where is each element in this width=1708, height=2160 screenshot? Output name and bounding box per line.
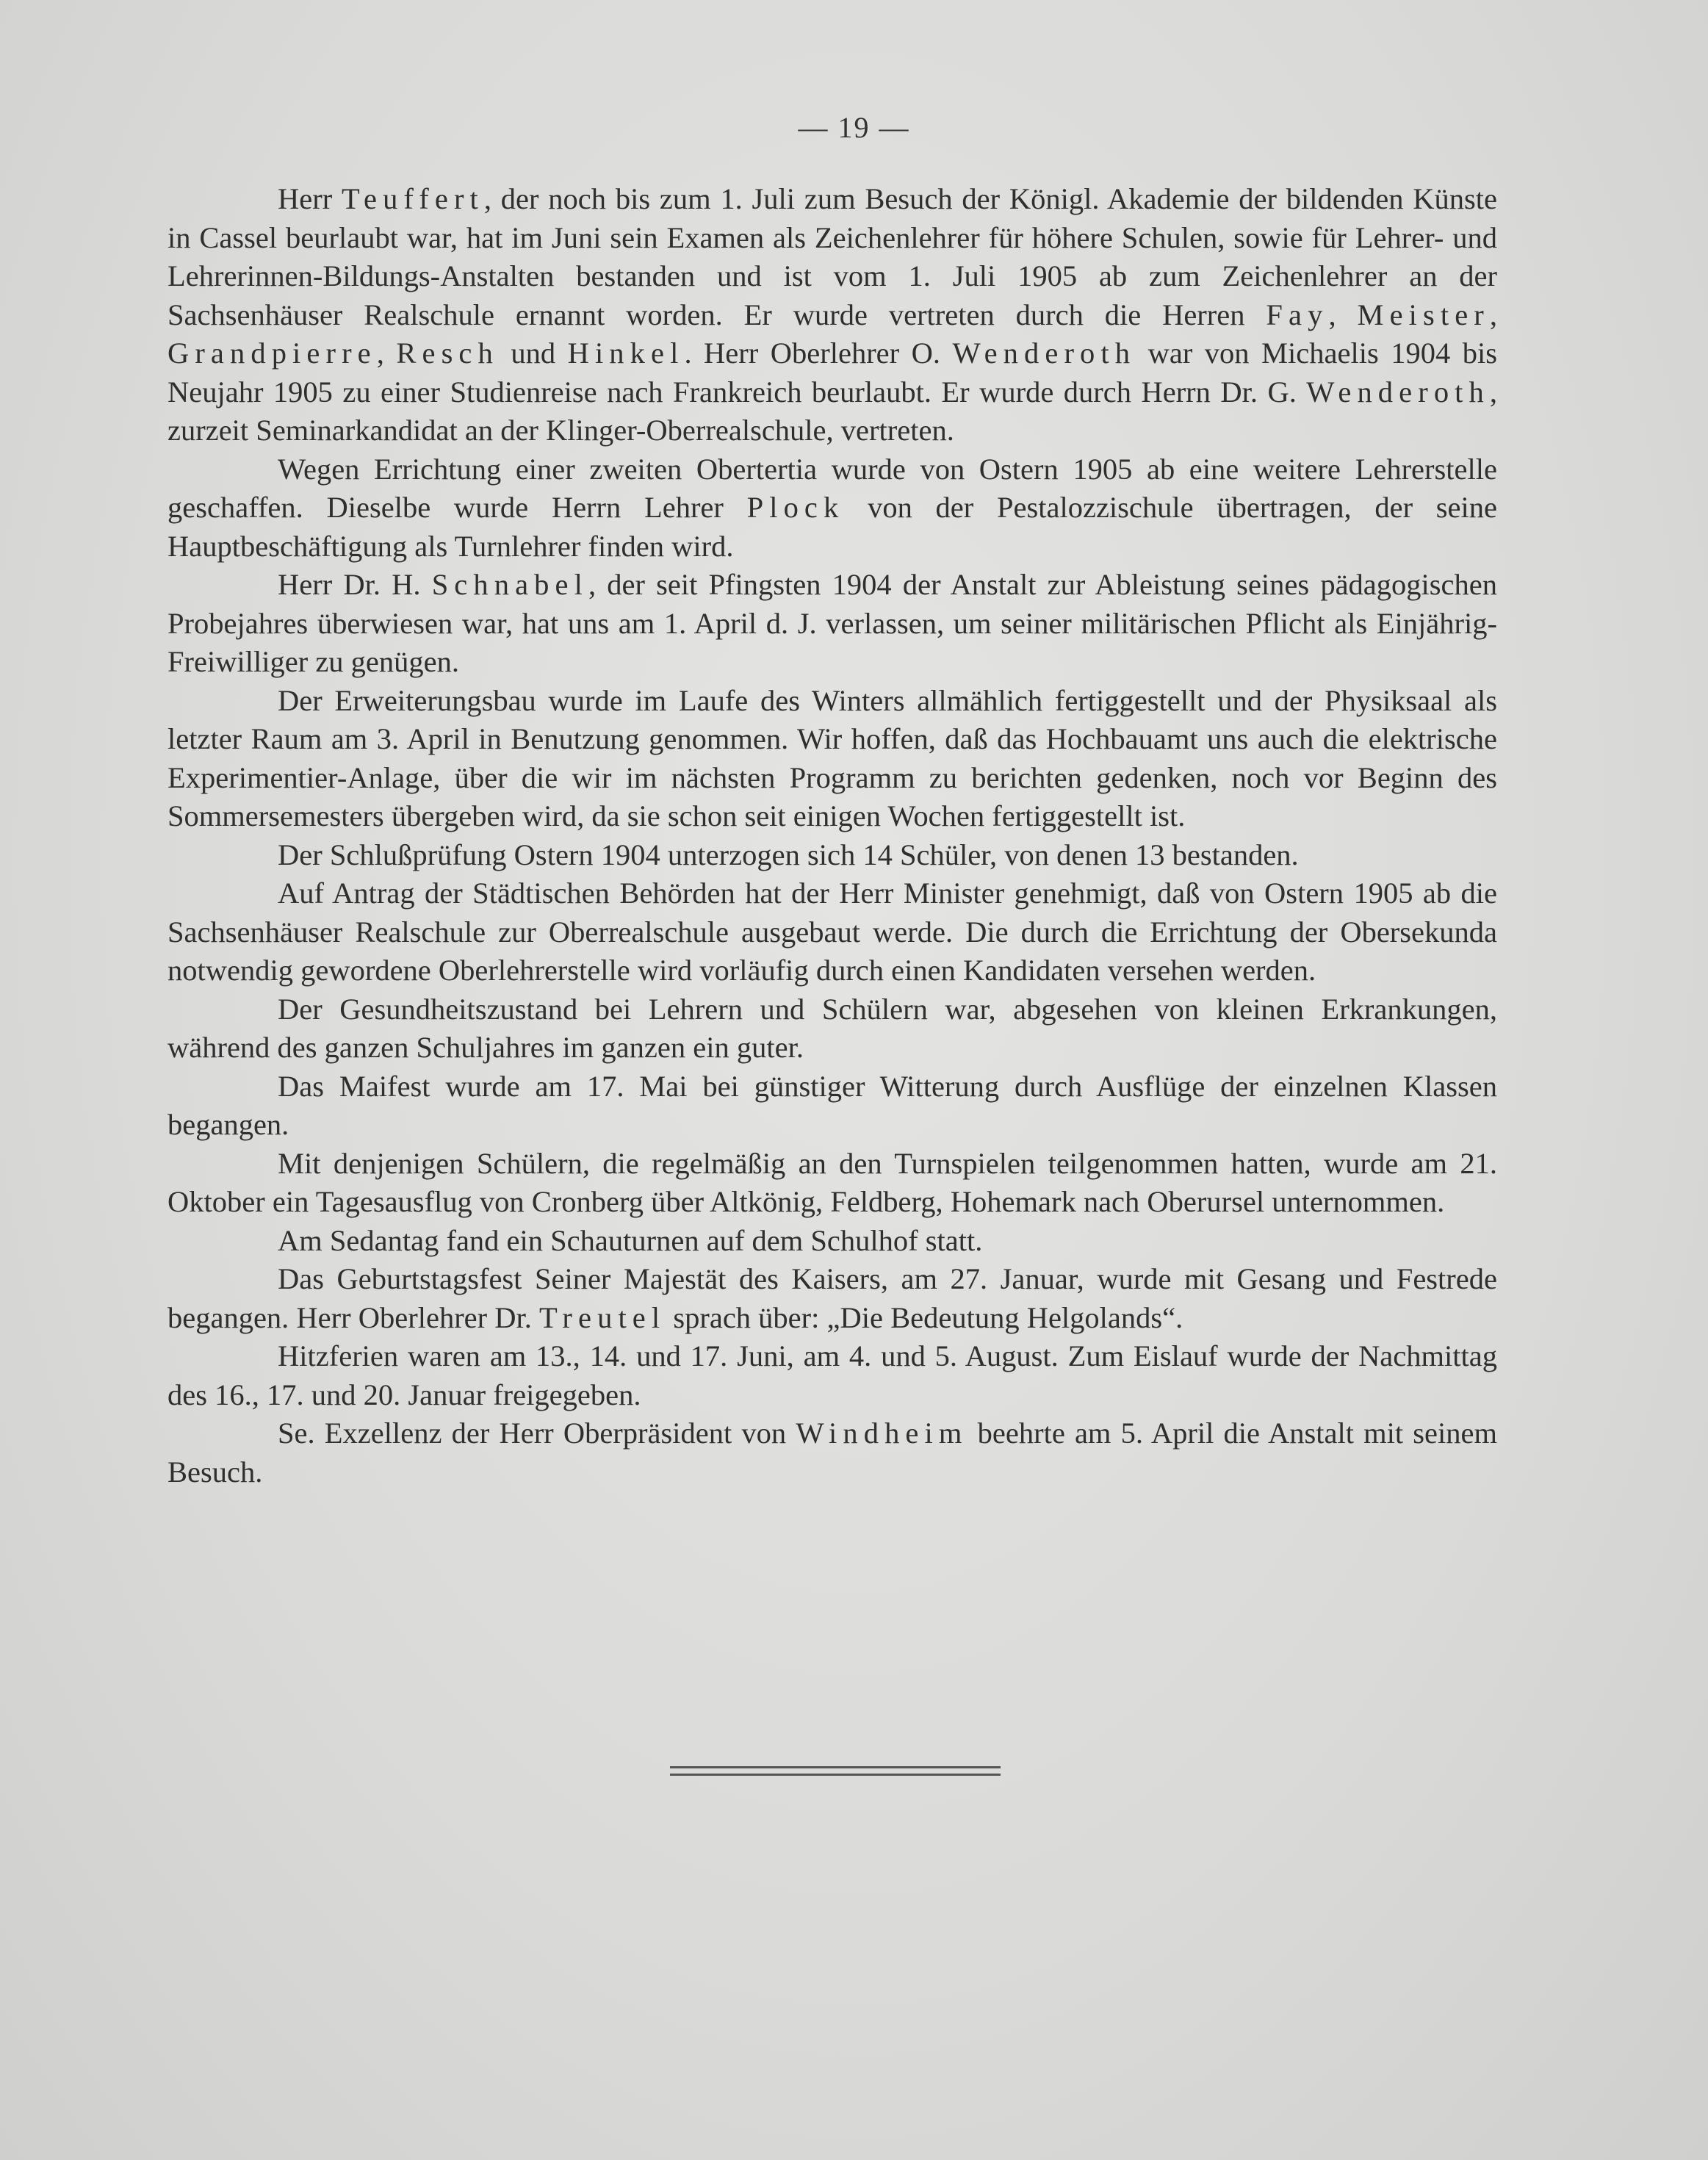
paragraph (167, 836, 1497, 875)
text-run: . Herr Oberlehrer O. (684, 336, 953, 370)
text-run: Herr (278, 182, 342, 215)
paragraph (167, 180, 1497, 450)
closing-rule-bottom (670, 1774, 1001, 1776)
emphasized-name: Treutel (539, 1300, 666, 1334)
text-run: Auf Antrag der Städtischen Behörden hat der Herr Minister genehmigt, daß von Ostern 1905 ab die Sachsenhäuser Realschule zur Oberrealschule ausgebaut werde. Die durch die Errichtung der Obersekunda notwendig gewordene Oberlehrerstelle wird vorläufig durch einen Kandidaten versehen werden. (167, 876, 1497, 987)
text-run: und (498, 336, 568, 370)
text-run: war von Michaelis 1904 bis Neujahr 1905 zu einer Studienreise nach Frankreich beurlaubt. Er wurde durch Herrn Dr. G. (167, 336, 1498, 408)
paragraph (167, 1222, 1497, 1261)
page-number: — 19 — (798, 111, 910, 144)
text-run: Herr Dr. H. (278, 568, 432, 601)
paragraph (167, 1068, 1497, 1145)
text-run: Der Gesundheitszustand bei Lehrern und Schülern war, abgesehen von kleinen Erkrankungen, während des ganzen Schuljahres im ganzen ein guter. (167, 992, 1497, 1064)
text-run: , der seit Pfingsten 1904 der Anstalt zur Ableistung seines pädagogischen Probejahres überwiesen war, hat uns am 1. April d. J. verlassen, um seiner militärischen Pflicht als Einjährig-Freiwilliger zu genügen. (167, 568, 1497, 678)
emphasized-name: Meister (1357, 298, 1490, 331)
paragraph (167, 1337, 1497, 1414)
paragraph (167, 1260, 1497, 1337)
paragraph (167, 990, 1497, 1068)
emphasized-name: Grandpierre (167, 336, 377, 370)
text-run: Hitzferien waren am 13., 14. und 17. Juni, am 4. und 5. August. Zum Eislauf wurde der Nachmittag des 16., 17. und 20. Januar freigegeben. (167, 1339, 1497, 1411)
text-run: , (376, 336, 397, 370)
text-run: Mit denjenigen Schülern, die regelmäßig an den Turnspielen teilgenommen hatten, wurde am 21. Oktober ein Tagesausflug von Cronberg über Altkönig, Feldberg, Hohemark nach Oberursel unternommen. (167, 1146, 1497, 1218)
body-text (167, 180, 1497, 1491)
emphasized-name: Teuffert (341, 182, 484, 215)
emphasized-name: Schnabel (431, 568, 588, 601)
paragraph (167, 1145, 1497, 1222)
emphasized-name: Fay (1266, 298, 1329, 331)
text-run: Der Erweiterungsbau wurde im Laufe des Winters allmählich fertiggestellt und der Physiksaal als letzter Raum am 3. April in Benutzung genommen. Wir hoffen, daß das Hochbauamt uns auch die elektrische Experimentier-Anlage, über die wir im nächsten Programm zu berichten gedenken, noch vor Beginn des Sommersemesters übergeben wird, da sie schon seit einigen Wochen fertiggestellt ist. (167, 683, 1497, 832)
text-run: Der Schlußprüfung Ostern 1904 unterzogen sich 14 Schüler, von denen 13 bestanden. (278, 838, 1299, 871)
text-run: von der Pestalozzischule übertragen, der seine Hauptbeschäftigung als Turnlehrer finden wird. (167, 491, 1497, 563)
paragraph (167, 682, 1497, 836)
paragraph (167, 874, 1497, 990)
paragraph (167, 1414, 1497, 1491)
emphasized-name: Hinkel (567, 336, 685, 370)
emphasized-name: Plock (746, 491, 845, 524)
emphasized-name: Resch (396, 336, 499, 370)
text-run: , (1489, 298, 1498, 331)
text-run: , zurzeit Seminarkandidat an der Klinger-Oberrealschule, vertreten. (167, 375, 1497, 447)
text-run: Das Geburtstagsfest Seiner Majestät des Kaisers, am 27. Januar, wurde mit Gesang und Festrede begangen. Herr Oberlehrer Dr. (167, 1262, 1497, 1334)
emphasized-name: Wenderoth (1306, 375, 1490, 408)
text-run: , (1328, 298, 1358, 331)
text-run: sprach über: „Die Bedeutung Helgolands“. (666, 1300, 1183, 1334)
text-run: Das Maifest wurde am 17. Mai bei günstiger Witterung durch Ausflüge der einzelnen Klassen begangen. (167, 1069, 1497, 1141)
text-run: , der noch bis zum 1. Juli zum Besuch der Königl. Akademie der bildenden Künste in Cassel beurlaubt war, hat im Juni sein Examen als Zeichenlehrer für höhere Schulen, sowie für Lehrer- und Lehrerinnen-Bildungs-Anstalten bestanden und ist vom 1. Juli 1905 ab zum Zeichenlehrer an der Sachsenhäuser Realschule ernannt worden. Er wurde vertreten durch die Herren (167, 182, 1497, 331)
emphasized-name: Wenderoth (952, 336, 1136, 370)
paragraph (167, 450, 1497, 566)
text-run: Wegen Errichtung einer zweiten Obertertia wurde von Ostern 1905 ab eine weitere Lehrerstelle geschaffen. Dieselbe wurde Herrn Lehrer (167, 452, 1497, 524)
paragraph (167, 566, 1497, 682)
emphasized-name: Windheim (796, 1416, 968, 1450)
text-run: beehrte am 5. April die Anstalt mit seinem Besuch. (167, 1416, 1497, 1488)
closing-rule-top (670, 1766, 1001, 1768)
text-run: Am Sedantag fand ein Schauturnen auf dem Schulhof statt. (278, 1223, 983, 1257)
text-run: Se. Exzellenz der Herr Oberpräsident von (278, 1416, 796, 1450)
